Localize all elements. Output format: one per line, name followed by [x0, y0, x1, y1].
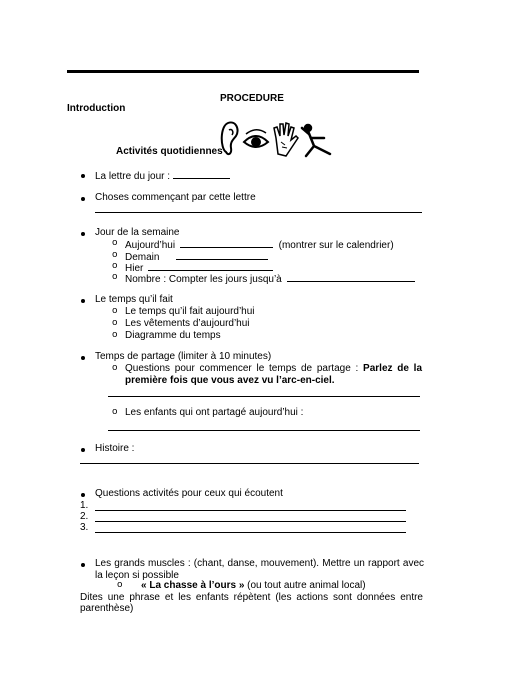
sub-bullet: o: [112, 318, 118, 328]
stretching-figure-icon: [302, 125, 330, 156]
bullet: [81, 448, 85, 452]
bullet: [81, 493, 85, 497]
sub-bullet: o: [117, 580, 123, 590]
weather-clothes: Les vêtements d’aujourd’hui: [125, 318, 250, 329]
repeat-instructions-line1: Dites une phrase et les enfants répètent (les actions sont données entre: [80, 592, 423, 603]
count-item: [125, 272, 415, 285]
activities-label: Activités quotidiennes: [116, 146, 223, 157]
sub-bullet: o: [112, 272, 118, 282]
ear-icon: [222, 122, 238, 154]
things-starting-blank[interactable]: [95, 212, 422, 213]
sharing-question-line1: Questions pour commencer le temps de partage : Parlez de la: [125, 363, 423, 374]
things-starting-label: Choses commençant par cette lettre: [95, 192, 256, 203]
count-label: Nombre : Compter les jours jusqu’à: [125, 274, 282, 285]
sub-bullet: o: [112, 407, 118, 417]
top-rule: [67, 70, 419, 73]
today-label: Aujourd’hui: [125, 240, 176, 251]
sharing-question-blank[interactable]: [108, 396, 420, 397]
sharing-children-label: Les enfants qui ont partagé aujourd’hui :: [125, 407, 304, 418]
question-number-3: 3.: [80, 522, 89, 533]
today-blank[interactable]: [180, 238, 273, 248]
sub-bullet: o: [112, 250, 118, 260]
weather-label: Le temps qu’il fait: [95, 294, 173, 305]
bullet: [81, 232, 85, 236]
letter-of-day-item: [95, 169, 230, 182]
section-heading: Introduction: [67, 103, 126, 114]
letter-of-day-label: La lettre du jour :: [95, 171, 173, 182]
sub-bullet: o: [112, 261, 118, 271]
bullet: [81, 174, 85, 178]
sharing-children-blank[interactable]: [108, 430, 420, 431]
story-label: Histoire :: [95, 443, 135, 454]
repeat-instructions-line2: parenthèse): [80, 603, 134, 614]
weather-today: Le temps qu’il fait aujourd’hui: [125, 306, 255, 317]
bear-hunt-note: (ou tout autre animal local): [244, 580, 366, 591]
question-number-2: 2.: [80, 511, 89, 522]
yesterday-blank[interactable]: [148, 261, 273, 271]
bullet: [81, 197, 85, 201]
sharing-question-line2: première fois que vous avez vu l’arc-en-ciel.: [125, 375, 335, 386]
sharing-time-label: Temps de partage (limiter à 10 minutes): [95, 351, 272, 362]
today-note: (montrer sur le calendrier): [278, 240, 394, 251]
gross-motor-line2: la leçon si possible: [95, 570, 179, 581]
weather-diagram: Diagramme du temps: [125, 330, 221, 341]
sub-bullet: o: [112, 306, 118, 316]
sub-bullet: o: [112, 330, 118, 340]
sub-bullet: o: [112, 363, 118, 373]
count-blank[interactable]: [287, 272, 415, 282]
story-blank[interactable]: [80, 463, 419, 464]
weekday-label: Jour de la semaine: [95, 227, 180, 238]
bullet: [81, 299, 85, 303]
bear-hunt-title: « La chasse à l’ours »: [141, 580, 245, 591]
letter-of-day-blank[interactable]: [173, 169, 230, 179]
question-blank-3[interactable]: [95, 532, 406, 533]
yesterday-label: Hier: [125, 263, 144, 274]
question-blank-2[interactable]: [95, 521, 406, 522]
tomorrow-label: Demain: [125, 252, 160, 263]
activities-illustration: [218, 118, 334, 160]
sub-bullet: o: [112, 238, 118, 248]
page-title: PROCEDURE: [220, 93, 284, 104]
eye-icon: [244, 130, 268, 147]
bear-hunt-item: [141, 580, 366, 591]
bullet: [81, 356, 85, 360]
tomorrow-blank[interactable]: [176, 250, 268, 260]
bullet: [81, 563, 85, 567]
sharing-question-bold: Parlez de la: [363, 363, 423, 374]
gross-motor-line1: Les grands muscles : (chant, danse, mouvement). Mettre un rapport avec: [95, 558, 424, 569]
question-blank-1[interactable]: [95, 510, 406, 511]
listener-questions-label: Questions activités pour ceux qui écoutent: [95, 488, 283, 499]
hand-icon: [274, 123, 298, 156]
question-number-1: 1.: [80, 500, 89, 511]
